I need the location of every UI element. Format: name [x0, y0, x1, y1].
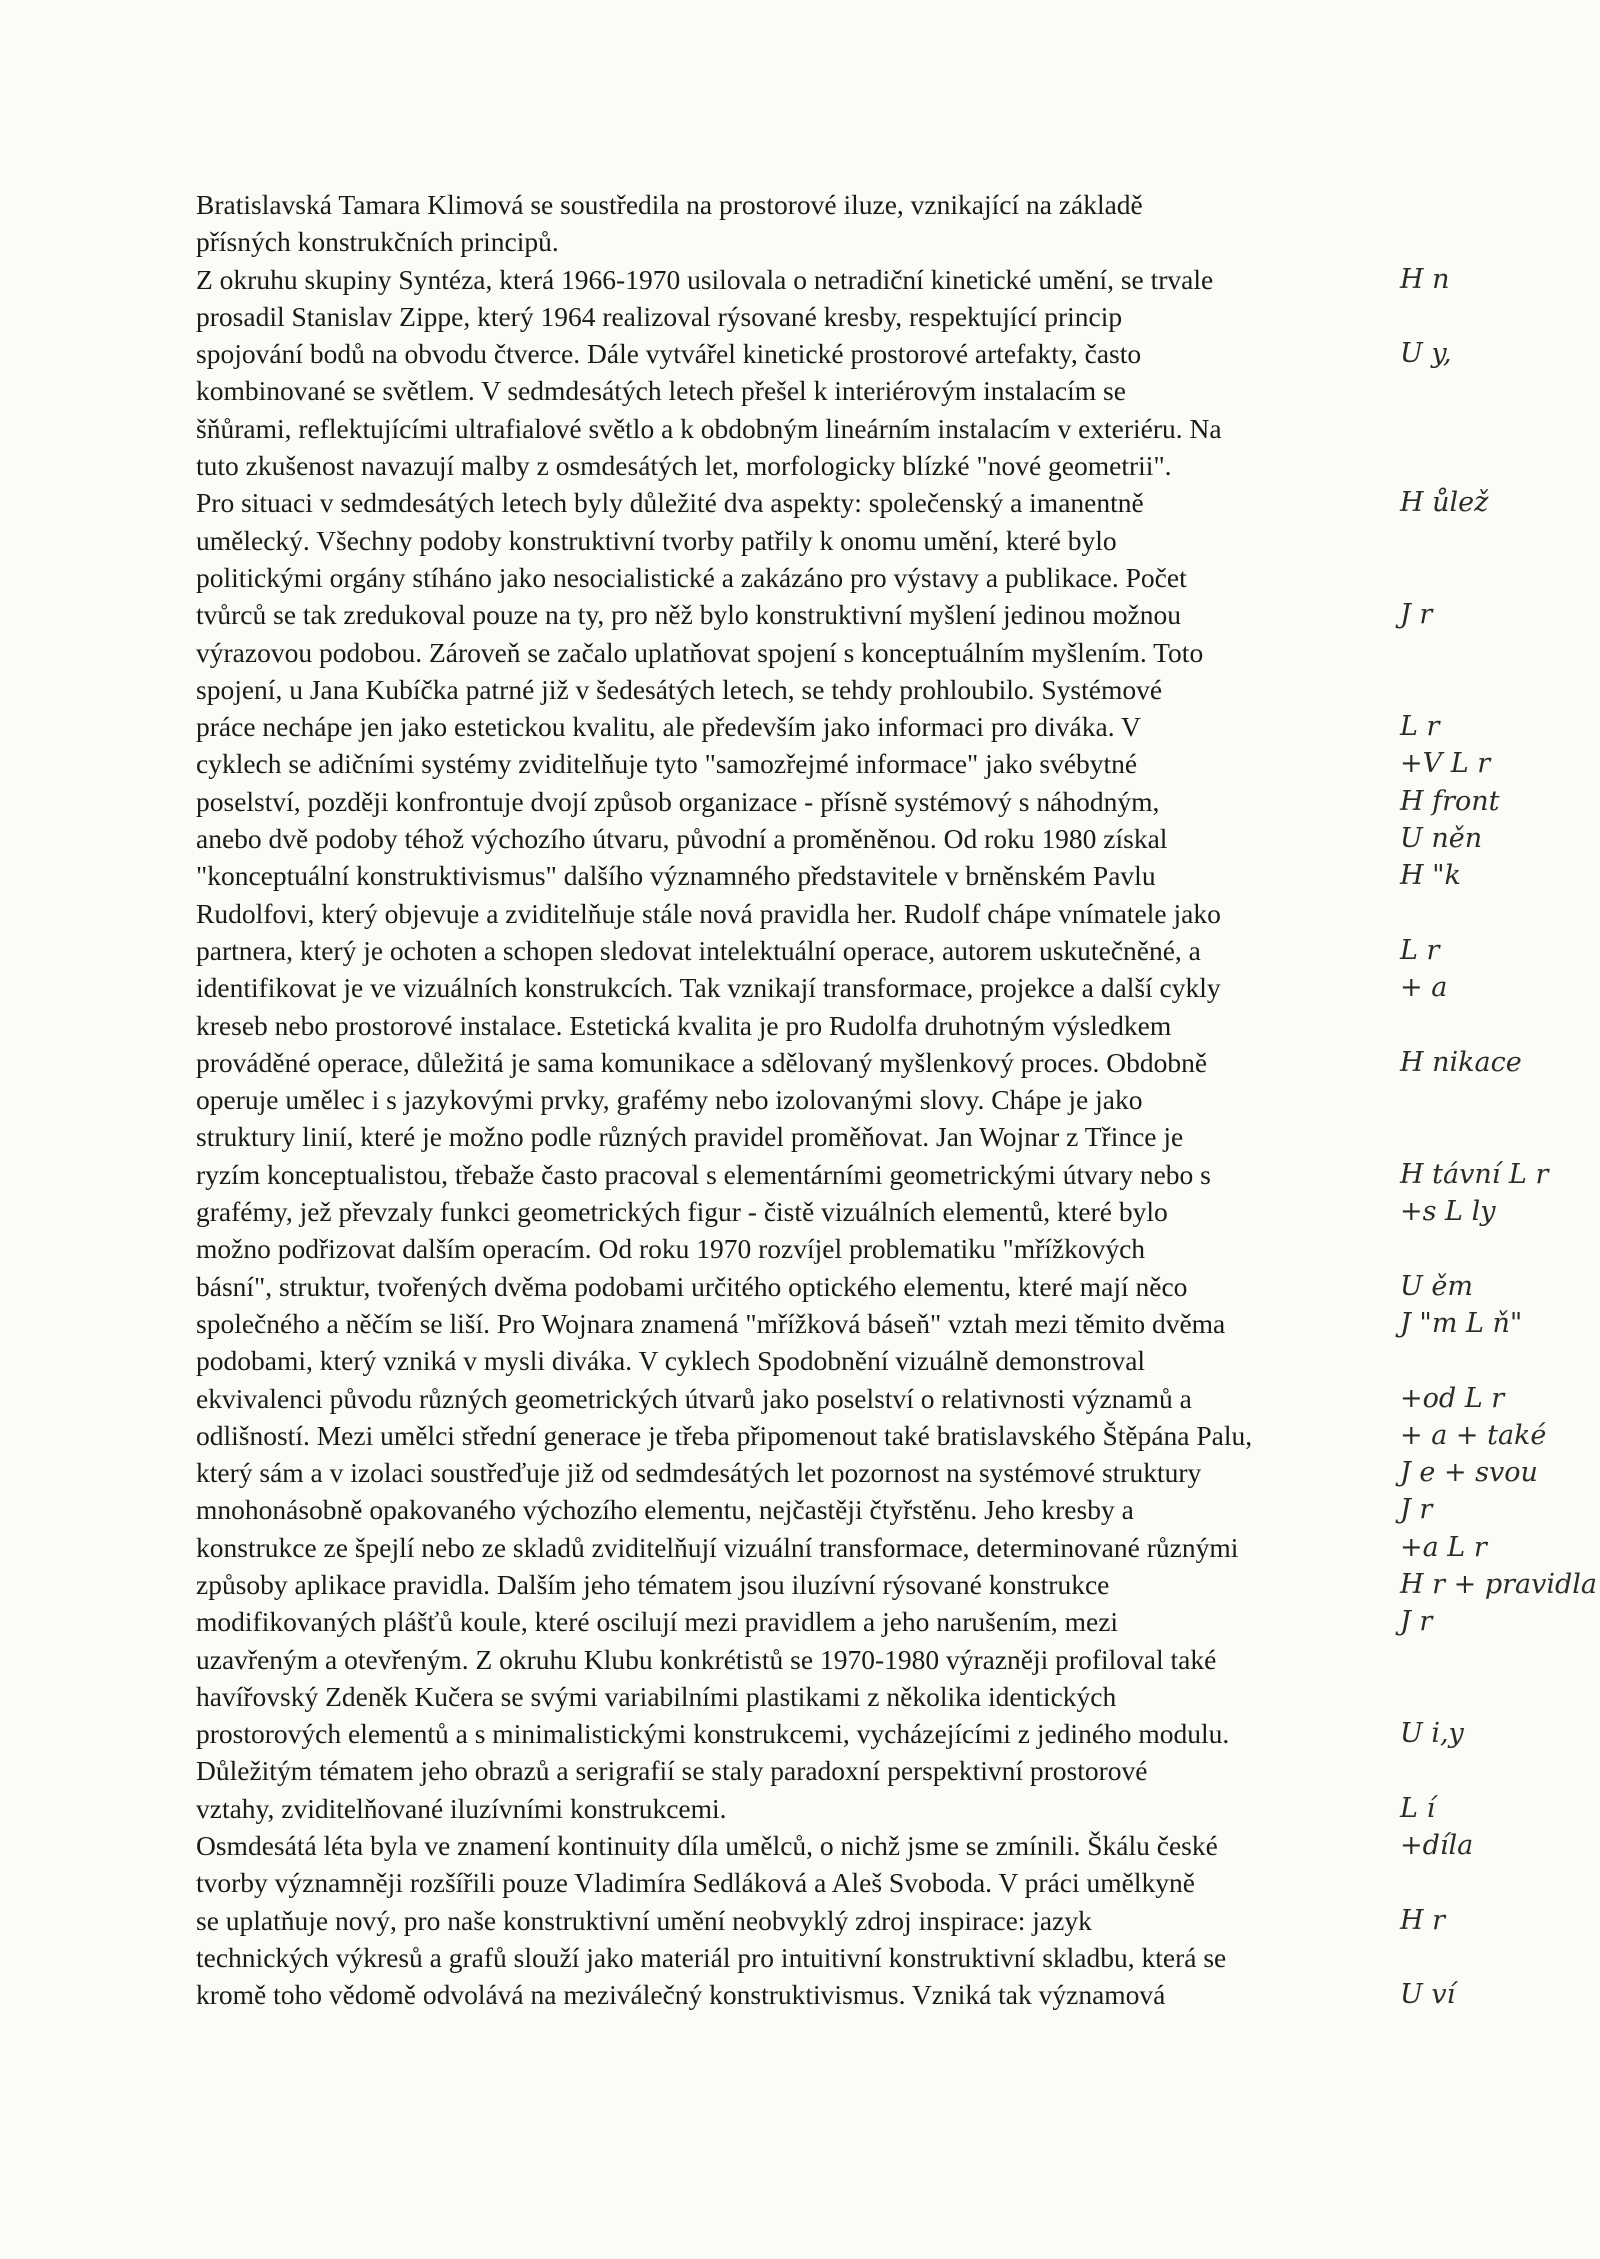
- margin-mark: [1400, 1007, 1600, 1044]
- margin-mark: [1400, 1342, 1600, 1379]
- margin-mark: H ůlež: [1400, 487, 1489, 519]
- margin-mark: J r: [1400, 1494, 1433, 1526]
- margin-mark: H nikace: [1400, 1046, 1522, 1078]
- text-line: který sám a v izolaci soustřeďuje již od sedmdesátých let pozornost na systémové struktury: [196, 1457, 1202, 1489]
- text-line: umělecký. Všechny podoby konstruktivní tvorby patřily k onomu umění, které bylo: [196, 524, 1117, 556]
- margin-mark: J "m L ň": [1400, 1307, 1523, 1339]
- margin-mark: [1400, 522, 1600, 559]
- text-line: poselství, později konfrontuje dvojí způsob organizace - přísně systémový s náhodným,: [196, 785, 1160, 817]
- margin-mark: H r + pravidla: [1400, 1568, 1598, 1600]
- text-line: anebo dvě podoby téhož výchozího útvaru, původní a proměněnou. Od roku 1980 získal: [196, 823, 1168, 855]
- margin-mark: H távní L r: [1400, 1158, 1549, 1190]
- text-line: spojení, u Jana Kubíčka patrné již v šedesátých letech, se tehdy prohloubilo. Systémové: [196, 673, 1163, 705]
- margin-mark: H "k: [1400, 860, 1461, 892]
- margin-mark: [1400, 1081, 1600, 1118]
- margin-mark: +a L r: [1400, 1531, 1487, 1563]
- text-line: se uplatňuje nový, pro naše konstruktivní umění neobvyklý zdroj inspirace: jazyk: [196, 1904, 1092, 1936]
- text-line: mnohonásobně opakovaného výchozího elementu, nejčastěji čtyřstěnu. Jeho kresby a: [196, 1494, 1134, 1526]
- text-line: vztahy, zviditelňované iluzívními konstrukcemi.: [196, 1792, 727, 1824]
- margin-proof-marks: [1400, 186, 1600, 2014]
- text-line: identifikovat je ve vizuálních konstrukcích. Tak vznikají transformace, projekce a další cykly: [196, 972, 1221, 1004]
- margin-mark: [1400, 372, 1600, 409]
- text-line: prostorových elementů a s minimalistickými konstrukcemi, vycházejícími z jediného modulu.: [196, 1718, 1230, 1750]
- text-line: modifikovaných plášťů koule, které oscilují mezi pravidlem a jeho narušením, mezi: [196, 1606, 1119, 1638]
- text-line: společného a něčím se liší. Pro Wojnara znamená "mřížková báseň" vztah mezi těmito dvěma: [196, 1307, 1226, 1339]
- margin-mark: U i,y: [1400, 1718, 1464, 1750]
- text-line: politickými orgány stíháno jako nesocialistické a zakázáno pro výstavy a publikace. Počet: [196, 561, 1187, 593]
- text-line: tvůrců se tak zredukoval pouze na ty, pro něž bylo konstruktivní myšlení jedinou možnou: [196, 599, 1181, 631]
- margin-mark: [1400, 1230, 1600, 1267]
- text-line: havířovský Zdeněk Kučera se svými variabilními plastikami z několika identických: [196, 1680, 1117, 1712]
- text-line: Rudolfovi, který objevuje a zviditelňuje stále nová pravidla her. Rudolf chápe vnímatele jako: [196, 897, 1221, 929]
- margin-mark: + a + také: [1400, 1419, 1547, 1451]
- text-line: výrazovou podobou. Zároveň se začalo uplatňovat spojení s konceptuálním myšlením. Toto: [196, 636, 1204, 668]
- margin-mark: J r: [1400, 599, 1433, 631]
- text-line: tvorby významněji rozšířili pouze Vladimíra Sedláková a Aleš Svoboda. V práci umělkyně: [196, 1867, 1195, 1899]
- text-line: prosadil Stanislav Zippe, který 1964 realizoval rýsované kresby, respektující princip: [196, 300, 1123, 332]
- text-line: struktury linií, které je možno podle různých pravidel proměňovat. Jan Wojnar z Třince je: [196, 1121, 1184, 1153]
- text-line: Pro situaci v sedmdesátých letech byly důležité dva aspekty: společenský a imanentně: [196, 487, 1144, 519]
- margin-mark: [1400, 1118, 1600, 1155]
- text-line: technických výkresů a grafů slouží jako materiál pro intuitivní konstruktivní skladbu, která se: [196, 1941, 1227, 1973]
- text-line: ekvivalenci původu různých geometrických útvarů jako poselství o relativnosti významů a: [196, 1382, 1192, 1414]
- margin-mark: [1400, 671, 1600, 708]
- text-line: kombinované se světlem. V sedmdesátých letech přešel k interiérovým instalacím se: [196, 375, 1126, 407]
- margin-mark: [1400, 1678, 1600, 1715]
- text-line: ryzím konceptualistou, třebaže často pracoval s elementárními geometrickými útvary nebo s: [196, 1158, 1211, 1190]
- margin-mark: [1400, 1864, 1600, 1901]
- text-line: odlišností. Mezi umělci střední generace je třeba připomenout také bratislavského Štěpána Palu,: [196, 1419, 1253, 1451]
- margin-mark: J r: [1400, 1606, 1433, 1638]
- margin-mark: +od L r: [1400, 1382, 1505, 1414]
- text-line: "konceptuální konstruktivismus" dalšího významného představitele v brněnském Pavlu: [196, 860, 1156, 892]
- text-line: partnera, který je ochoten a schopen sledovat intelektuální operace, autorem uskutečněné, a: [196, 934, 1201, 966]
- text-line: kreseb nebo prostorové instalace. Estetická kvalita je pro Rudolfa druhotným výsledkem: [196, 1009, 1172, 1041]
- margin-mark: H front: [1400, 785, 1500, 817]
- margin-mark: [1400, 298, 1600, 335]
- margin-mark: +s L ly: [1400, 1196, 1496, 1228]
- text-line: Důležitým tématem jeho obrazů a serigrafií se staly paradoxní perspektivní prostorové: [196, 1755, 1148, 1787]
- margin-mark: U ví: [1400, 1979, 1456, 2011]
- margin-mark: J e + svou: [1400, 1457, 1538, 1489]
- margin-mark: [1400, 410, 1600, 447]
- text-line: básní", struktur, tvořených dvěma podobami určitého optického elementu, které mají něco: [196, 1270, 1188, 1302]
- margin-mark: U y,: [1400, 338, 1452, 370]
- margin-mark: [1400, 895, 1600, 932]
- text-line: spojování bodů na obvodu čtverce. Dále vytvářel kinetické prostorové artefakty, často: [196, 338, 1142, 370]
- margin-mark: +V L r: [1400, 748, 1491, 780]
- margin-mark: [1400, 1752, 1600, 1789]
- text-line: podobami, který vzniká v mysli diváka. V cyklech Spodobnění vizuálně demonstroval: [196, 1345, 1146, 1377]
- text-line: grafémy, jež převzaly funkci geometrických figur - čistě vizuálních elementů, které bylo: [196, 1196, 1168, 1228]
- margin-mark: [1400, 1641, 1600, 1678]
- text-line: tuto zkušenost navazují malby z osmdesátých let, morfologicky blízké "nové geometrii".: [196, 450, 1172, 482]
- margin-mark: [1400, 447, 1600, 484]
- text-line: prováděné operace, důležitá je sama komunikace a sdělovaný myšlenkový proces. Obdobně: [196, 1046, 1208, 1078]
- text-line: práce nechápe jen jako estetickou kvalitu, ale především jako informaci pro diváka. V: [196, 711, 1141, 743]
- margin-mark: [1400, 223, 1600, 260]
- margin-mark: [1400, 559, 1600, 596]
- margin-mark: [1400, 1939, 1600, 1976]
- margin-mark: U ěm: [1400, 1270, 1473, 1302]
- text-line: Osmdesátá léta byla ve znamení kontinuity díla umělců, o nichž jsme se zmínili. Škálu české: [196, 1830, 1218, 1862]
- text-line: uzavřeným a otevřeným. Z okruhu Klubu konkrétistů se 1970-1980 výrazněji profiloval také: [196, 1643, 1217, 1675]
- margin-mark: H n: [1400, 263, 1450, 295]
- margin-mark: L r: [1400, 711, 1440, 743]
- text-line: Z okruhu skupiny Syntéza, která 1966-1970 usilovala o netradiční kinetické umění, se trvale: [196, 263, 1214, 295]
- text-line: konstrukce ze špejlí nebo ze skladů zviditelňují vizuální transformace, determinované různými: [196, 1531, 1239, 1563]
- text-line: operuje umělec i s jazykovými prvky, grafémy nebo izolovanými slovy. Chápe je jako: [196, 1084, 1143, 1116]
- margin-mark: L í: [1400, 1792, 1436, 1824]
- text-line: možno podřizovat dalším operacím. Od roku 1970 rozvíjel problematiku "mřížkových: [196, 1233, 1146, 1265]
- margin-mark: +díla: [1400, 1830, 1474, 1862]
- margin-mark: H r: [1400, 1904, 1446, 1936]
- text-line: kromě toho vědomě odvolává na meziválečný konstruktivismus. Vzniká tak významová: [196, 1979, 1166, 2011]
- text-line: způsoby aplikace pravidla. Dalším jeho tématem jsou iluzívní rýsované konstrukce: [196, 1568, 1110, 1600]
- margin-mark: + a: [1400, 972, 1448, 1004]
- text-line: šňůrami, reflektujícími ultrafialové světlo a k obdobným lineárním instalacím v exteriéru. Na: [196, 412, 1222, 444]
- margin-mark: U něn: [1400, 823, 1483, 855]
- margin-mark: L r: [1400, 934, 1440, 966]
- text-line: přísných konstrukčních principů.: [196, 226, 559, 258]
- margin-mark: [1400, 634, 1600, 671]
- text-line: Bratislavská Tamara Klimová se soustředila na prostorové iluze, vznikající na základě: [196, 189, 1143, 220]
- body-text: [196, 186, 1446, 2014]
- margin-mark: [1400, 186, 1600, 223]
- text-line: cyklech se adičními systémy zviditelňuje tyto "samozřejmé informace" jako svébytné: [196, 748, 1138, 780]
